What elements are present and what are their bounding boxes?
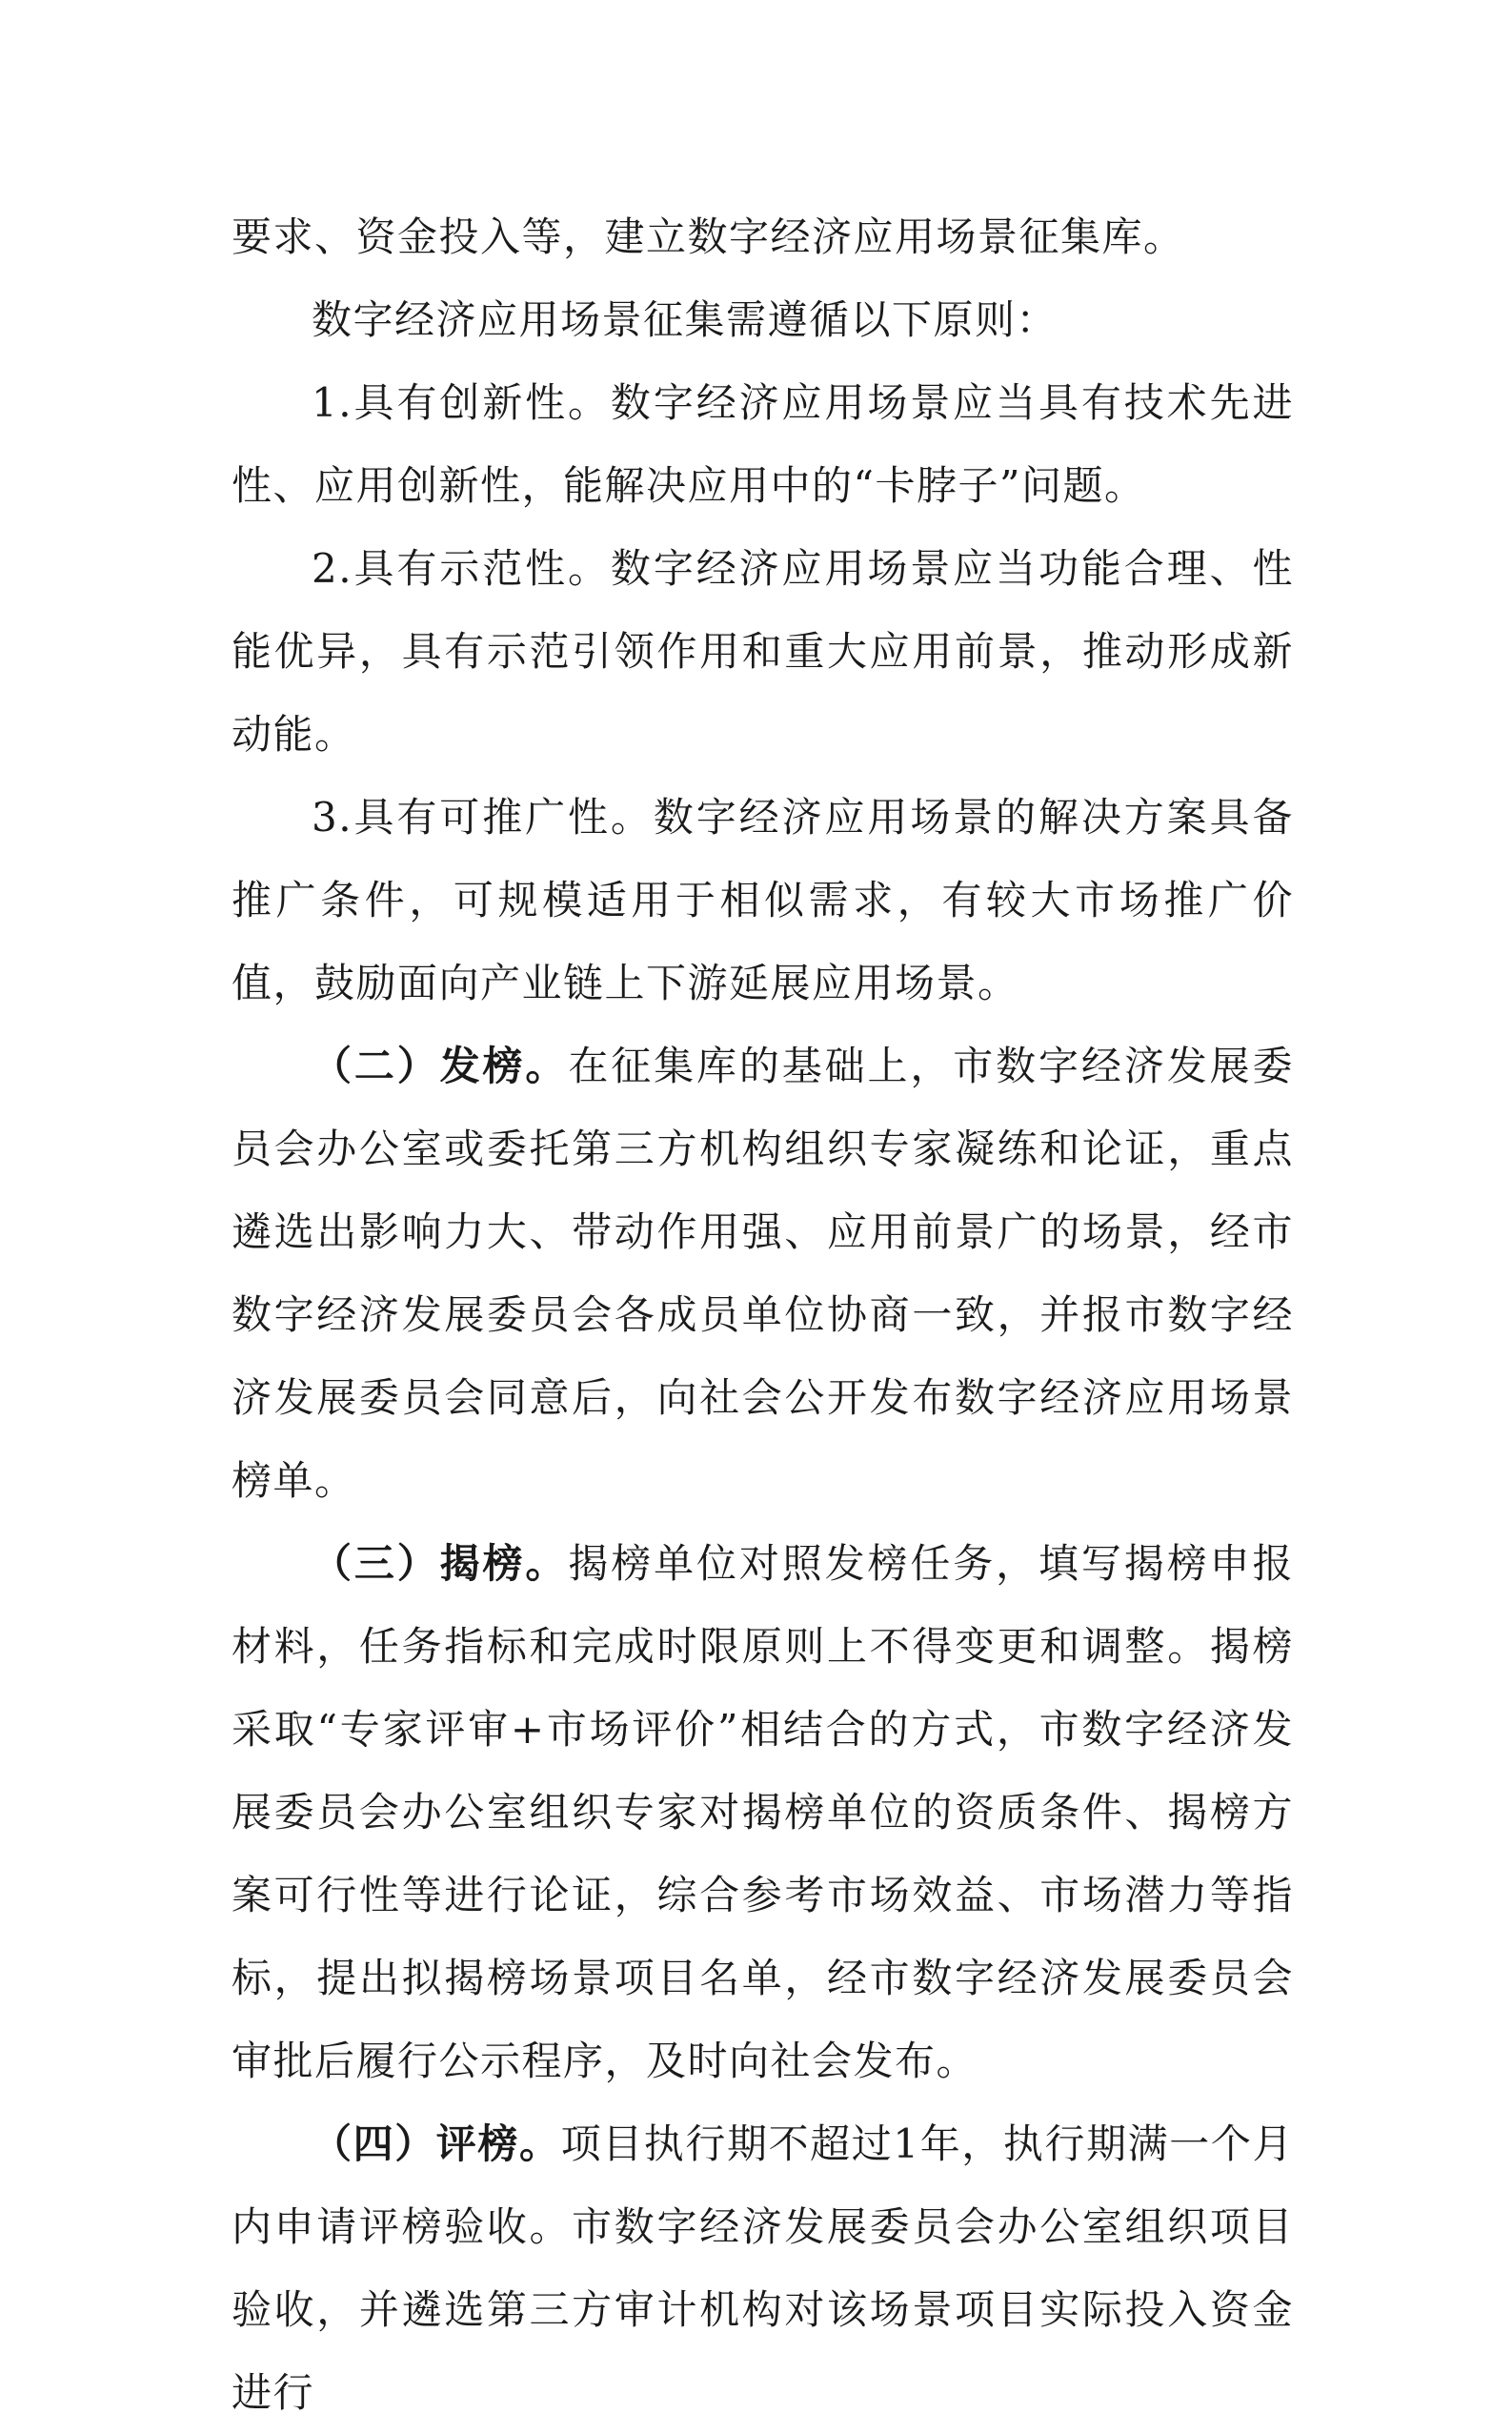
paragraph-4-text: 2.具有示范性。数字经济应用场景应当功能合理、性能优异，具有示范引领作用和重大应用前景，推动形成新动能。 (232, 545, 1294, 758)
paragraph-5-text: 3.具有可推广性。数字经济应用场景的解决方案具备推广条件，可规模适用于相似需求，有较大市场推广价值，鼓励面向产业链上下游延展应用场景。 (232, 794, 1294, 1006)
paragraph-principles-intro (232, 278, 1294, 361)
document-body (232, 195, 1294, 2434)
paragraph-2-text: 数字经济应用场景征集需遵循以下原则： (312, 296, 1058, 343)
principle-scalability (232, 776, 1294, 1024)
section-publish-list (232, 1024, 1294, 1522)
section-heading-evaluate: （四）评榜。 (312, 2120, 561, 2167)
paragraph-8-text: 项目执行期不超过1年，执行期满一个月内申请评榜验收。市数字经济发展委员会办公室组织项目验收，并遴选第三方审计机构对该场景项目实际投入资金进行 (232, 2120, 1294, 2416)
paragraph-3-text: 1.具有创新性。数字经济应用场景应当具有技术先进性、应用创新性，能解决应用中的“卡脖子”问题。 (232, 379, 1294, 509)
paragraph-1-text: 要求、资金投入等，建立数字经济应用场景征集库。 (232, 213, 1185, 260)
section-heading-take: （三）揭榜。 (312, 1540, 569, 1587)
principle-innovation (232, 361, 1294, 527)
paragraph-7-text: 揭榜单位对照发榜任务，填写揭榜申报材料，任务指标和完成时限原则上不得变更和调整。揭榜采取“专家评审+市场评价”相结合的方式，市数字经济发展委员会办公室组织专家对揭榜单位的资质条件、揭榜方案可行性等进行论证，综合参考市场效益、市场潜力等指标，提出拟揭榜场景项目名单，经市数字经济发展委员会审批后履行公示程序，及时向社会发布。 (232, 1540, 1294, 2084)
section-heading-publish: （二）发榜。 (312, 1043, 569, 1089)
section-evaluate-list (232, 2102, 1294, 2434)
paragraph-6-text: 在征集库的基础上，市数字经济发展委员会办公室或委托第三方机构组织专家凝练和论证，重点遴选出影响力大、带动作用强、应用前景广的场景，经市数字经济发展委员会各成员单位协商一致，并报市数字经济发展委员会同意后，向社会公开发布数字经济应用场景榜单。 (232, 1043, 1294, 1504)
section-take-list (232, 1522, 1294, 2102)
paragraph-1 (232, 195, 1294, 278)
principle-demonstration (232, 527, 1294, 776)
